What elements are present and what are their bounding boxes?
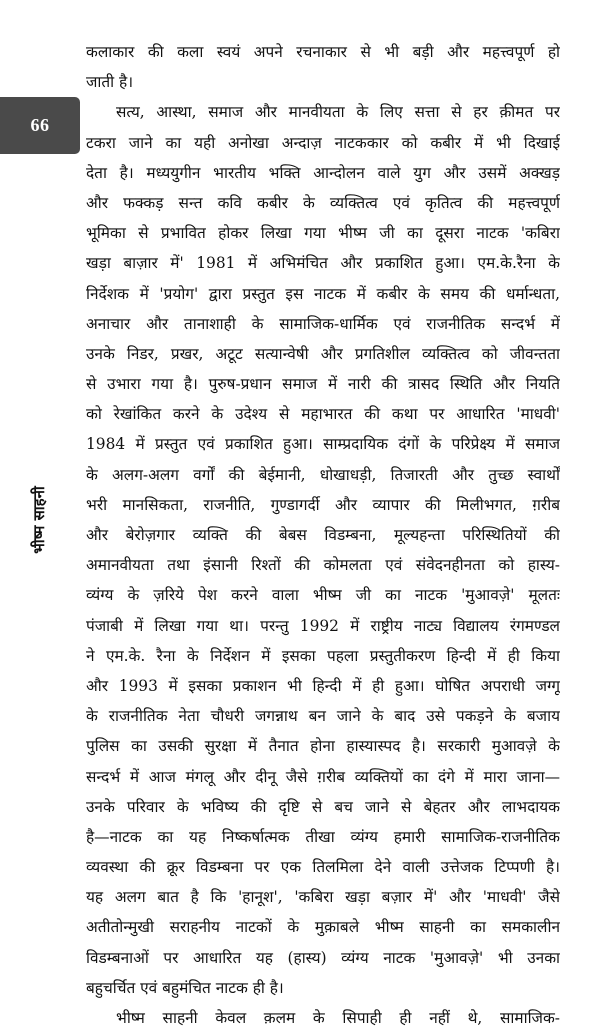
text-line: भीष्म साहनी केवल क़लम के सिपाही ही नहीं थे, सामाजिक- [116, 1009, 560, 1027]
text-line: सत्य, आस्था, समाज और मानवीयता के लिए सत्ता से हर क़ीमत पर [116, 103, 560, 122]
text-line: जाती है। [86, 73, 134, 92]
text-line: विडम्बनाओं पर आधारित यह (हास्य) व्यंग्य नाटक 'मुआवज़े' भी उनका [86, 948, 560, 967]
page-number-tab [0, 97, 80, 154]
text-line: देता है। मध्ययुगीन भारतीय भक्ति आन्दोलन वाले युग और उसमें अक्खड़ [86, 163, 560, 182]
running-head-text: भीष्म साहनी [30, 486, 49, 554]
text-line: और 1993 में इसका प्रकाशन भी हिन्दी में ही हुआ। घोषित अपराधी जग्गू [86, 676, 560, 695]
text-line: सन्दर्भ में आज मंगलू और दीनू जैसे ग़रीब व्यक्तियों का दंगे में मारा जाना— [86, 767, 560, 786]
text-line: से उभारा गया है। पुरुष-प्रधान समाज में नारी की त्रासद स्थिति और नियति [86, 375, 560, 394]
text-line: अनाचार और तानाशाही के सामाजिक-धार्मिक एवं राजनीतिक सन्दर्भ में [86, 314, 560, 333]
text-line: टकरा जाने का यही अनोखा अन्दाज़ नाटककार को कबीर में भी दिखाई [86, 133, 560, 152]
body-text [86, 37, 560, 1033]
text-line: बहुचर्चित एवं बहुमंचित नाटक ही है। [86, 978, 284, 997]
text-line: उनके परिवार के भविष्य की दृष्टि से बच जाने से बेहतर और लाभदायक [86, 797, 560, 816]
page-number: 66 [30, 115, 50, 135]
text-line: खड़ा बाज़ार में' 1981 में अभिमंचित और प्रकाशित हुआ। एम.के.रैना के [86, 254, 560, 273]
text-line: 1984 में प्रस्तुत एवं प्रकाशित हुआ। साम्प्रदायिक दंगों के परिप्रेक्ष्य में समाज [86, 435, 560, 454]
text-line: को रेखांकित करने के उदेश्य से महाभारत की कथा पर आधारित 'माधवी' [86, 405, 560, 424]
text-line: यह अलग बात है कि 'हानूश', 'कबिरा खड़ा बज़ार में' और 'माधवी' जैसे [86, 888, 560, 907]
paragraph-1 [86, 37, 560, 97]
running-head [8, 440, 70, 600]
text-line: व्यंग्य के ज़रिये पेश करने वाला भीष्म जी का नाटक 'मुआवज़े' मूलतः [86, 586, 560, 605]
text-line: पुलिस का उसकी सुरक्षा में तैनात होना हास्यास्पद है। सरकारी मुआवज़े के [86, 737, 560, 756]
paragraph-2 [86, 97, 560, 1003]
text-line: और फक्कड़ सन्त कवि कबीर के व्यक्तित्व एवं कृतित्व की महत्त्वपूर्ण [86, 193, 560, 212]
text-line: निर्देशक में 'प्रयोग' द्वारा प्रस्तुत इस नाटक में कबीर के समय की धर्मान्धता, [86, 284, 560, 303]
text-line: पंजाबी में लिखा गया था। परन्तु 1992 में राष्ट्रीय नाट्य विद्यालय रंगमण्डल [86, 616, 560, 635]
text-line: अमानवीयता तथा इंसानी रिश्तों की कोमलता एवं संवेदनहीनता को हास्य- [86, 556, 560, 575]
paragraph-3 [86, 1003, 560, 1033]
text-line: है—नाटक का यह निष्कर्षात्मक तीखा व्यंग्य हमारी सामाजिक-राजनीतिक [86, 827, 560, 846]
text-line: व्यवस्था की क्रूर विडम्बना पर एक तिलमिला देने वाली उत्तेजक टिप्पणी है। [86, 858, 560, 877]
text-line: भरी मानसिकता, राजनीति, गुण्डागर्दी और व्यापार की मिलीभगत, ग़रीब [86, 495, 560, 514]
text-line: उनके निडर, प्रखर, अटूट सत्यान्वेषी और प्रगतिशील व्यक्तित्व को जीवन्तता [86, 344, 560, 363]
text-line: अतीतोन्मुखी सराहनीय नाटकों के मुक़ाबले भीष्म साहनी का समकालीन [86, 918, 560, 937]
text-line: भूमिका से प्रभावित होकर लिखा गया भीष्म जी का दूसरा नाटक 'कबिरा [86, 224, 560, 243]
text-line: के अलग-अलग वर्गों की बेईमानी, धोखाधड़ी, तिजारती और तुच्छ स्वार्थों [86, 465, 560, 484]
text-line: ने एम.के. रैना के निर्देशन में इसका पहला प्रस्तुतीकरण हिन्दी में ही किया [86, 646, 560, 665]
text-line: कलाकार की कला स्वयं अपने रचनाकार से भी बड़ी और महत्त्वपूर्ण हो [86, 43, 560, 61]
text-line: और बेरोज़गार व्यक्ति की बेबस विडम्बना, मूल्यहन्ता परिस्थितियों की [86, 526, 560, 544]
text-line: के राजनीतिक नेता चौधरी जगन्नाथ बन जाने के बाद उसे पकड़ने के बजाय [86, 707, 560, 726]
